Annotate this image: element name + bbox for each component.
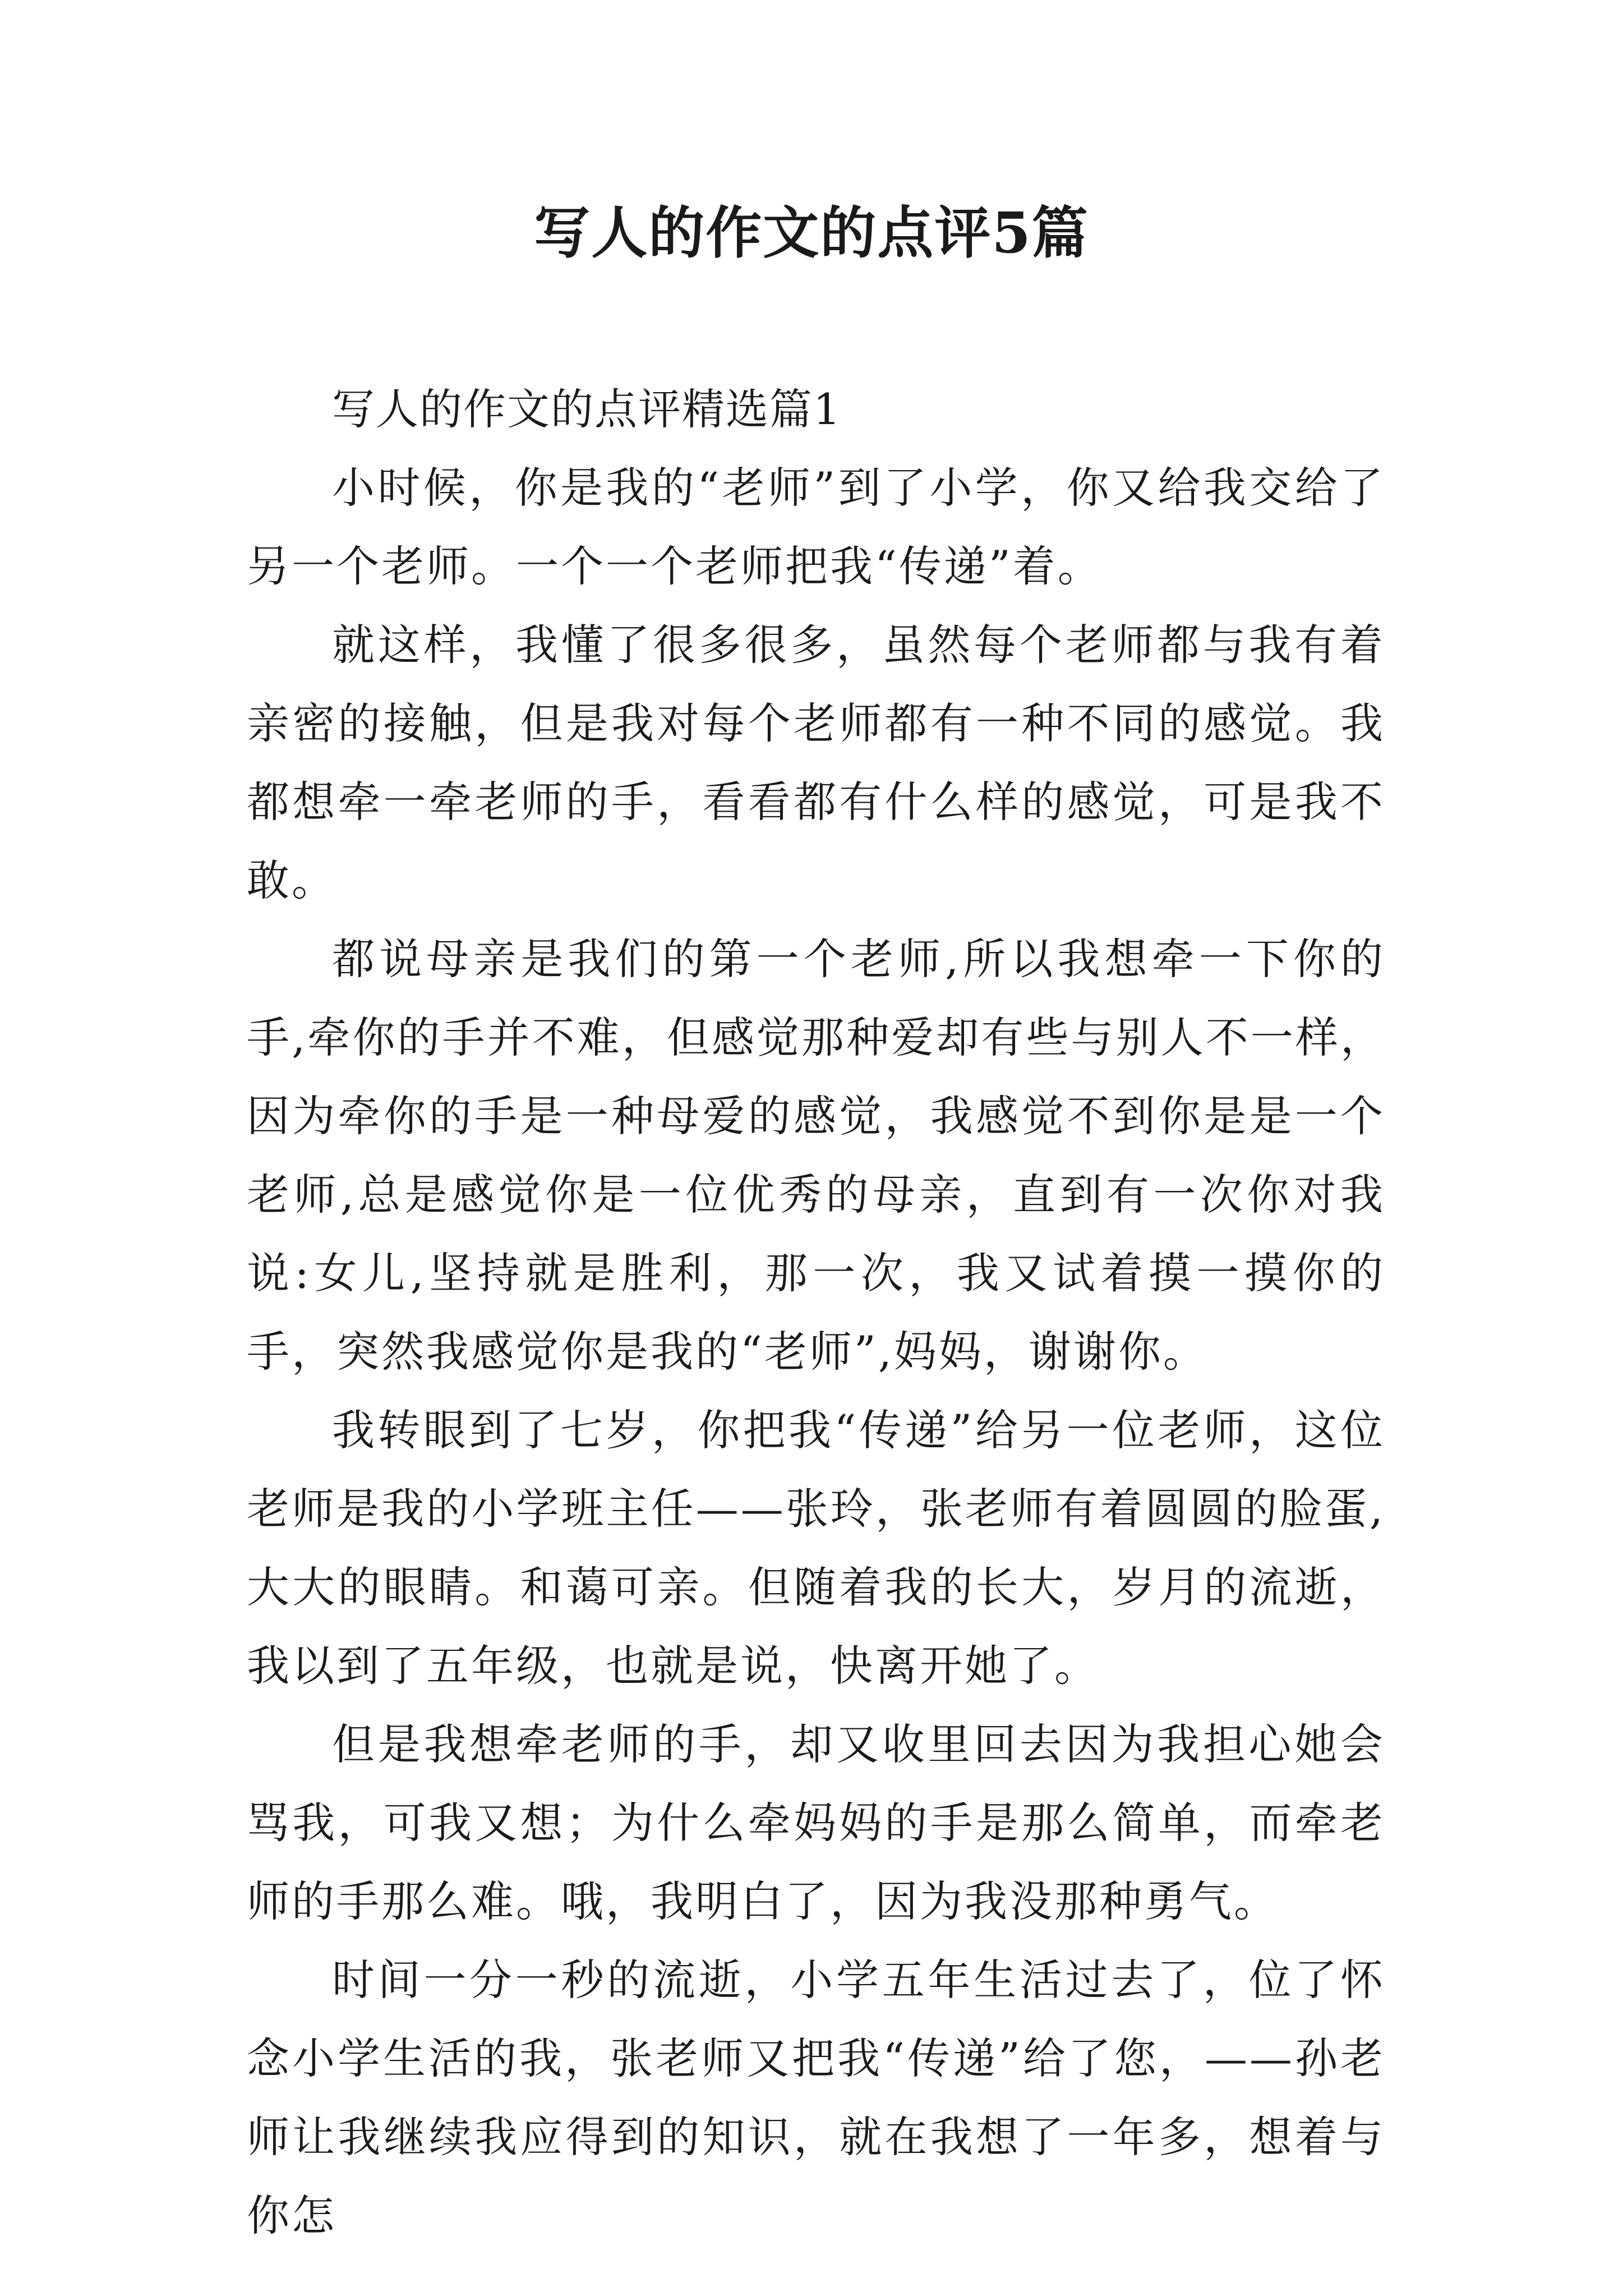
section-heading: 写人的作文的点评精选篇1 (332, 384, 842, 434)
body-paragraph: 但是我想牵老师的手，却又收里回去因为我担心她会骂我，可我又想；为什么牵妈妈的手是那么简单，而牵老师的手那么难。哦，我明白了，因为我没那种勇气。 (247, 1719, 1385, 1926)
body-paragraph: 就这样，我懂了很多很多，虽然每个老师都与我有着亲密的接触，但是我对每个老师都有一种不同的感觉。我都想牵一牵老师的手，看看都有什么样的感觉，可是我不敢。 (247, 620, 1385, 905)
page-title: 写人的作文的点评5篇 (534, 200, 1089, 266)
document-body (247, 370, 1385, 2255)
body-paragraph: 都说母亲是我们的第一个老师,所以我想牵一下你的手,牵你的手并不难，但感觉那种爱却有些与别人不一样，因为牵你的手是一种母爱的感觉，我感觉不到你是是一个老师,总是感觉你是一位优秀的母亲，直到有一次你对我说:女儿,坚持就是胜利，那一次，我又试着摸一摸你的手，突然我感觉你是我的“老师”,妈妈，谢谢你。 (247, 934, 1385, 1377)
body-paragraph: 时间一分一秒的流逝，小学五年生活过去了，位了怀念小学生活的我，张老师又把我“传递”给了您，——孙老师让我继续我应得到的知识，就在我想了一年多，想着与你怎 (247, 1955, 1385, 2240)
body-paragraph: 小时候，你是我的“老师”到了小学，你又给我交给了另一个老师。一个一个老师把我“传递”着。 (247, 463, 1385, 591)
body-paragraph: 我转眼到了七岁，你把我“传递”给另一位老师，这位老师是我的小学班主任——张玲，张老师有着圆圆的脸蛋,大大的眼睛。和蔼可亲。但随着我的长大，岁月的流逝，我以到了五年级，也就是说，快离开她了。 (247, 1405, 1385, 1691)
